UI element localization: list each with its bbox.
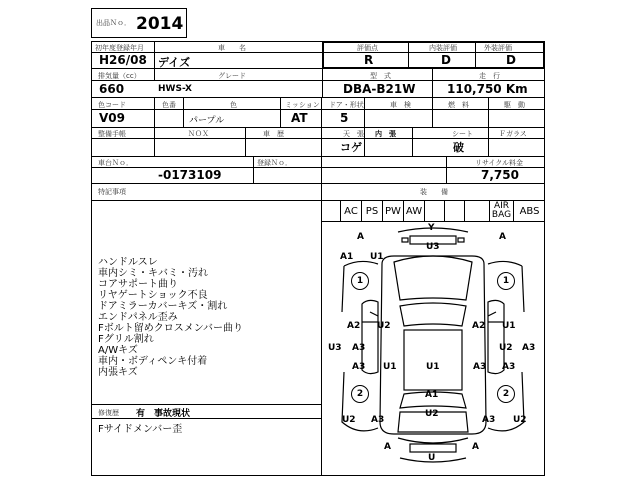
color-code-value: V09 bbox=[99, 111, 125, 125]
grade-value: HWS-X bbox=[158, 84, 192, 94]
note-line: ドアミラーカバーキズ・割れ bbox=[98, 301, 228, 312]
mileage-label: 走 行 bbox=[479, 72, 500, 80]
damage-mark: A3 bbox=[522, 343, 536, 353]
color-no-label: 色番 bbox=[162, 101, 176, 109]
notes-header: 特記事項 bbox=[98, 188, 126, 196]
damage-mark: U2 bbox=[513, 415, 527, 425]
interior-value: D bbox=[441, 53, 451, 67]
recycle-label: リサイクル料金 bbox=[475, 159, 524, 167]
damage-mark: A1 bbox=[340, 252, 354, 262]
chassis-value: -0173109 bbox=[158, 168, 222, 182]
color-value: パープル bbox=[189, 116, 225, 126]
damage-mark: U3 bbox=[328, 343, 342, 353]
damage-mark: A3 bbox=[352, 362, 366, 372]
inspection-label: 車 検 bbox=[390, 101, 411, 109]
color-code-label: 色コード bbox=[98, 101, 126, 109]
ceiling-label: 天 張 bbox=[343, 130, 364, 138]
history-label: 車 歴 bbox=[263, 130, 284, 138]
note-line: Fグリル割れ bbox=[98, 334, 154, 345]
recycle-value: 7,750 bbox=[481, 168, 519, 182]
maintenance-label: 整備手帳 bbox=[98, 130, 126, 138]
registration-label: 登録Ｎｏ． bbox=[257, 159, 292, 167]
damage-mark: U1 bbox=[426, 362, 440, 372]
damage-mark: A3 bbox=[473, 362, 487, 372]
note-line: A/Wキズ bbox=[98, 345, 138, 356]
doors-value: 5 bbox=[340, 111, 349, 125]
note-line: 車内・ボディペンキ付着 bbox=[98, 356, 208, 367]
damage-mark: U1 bbox=[502, 321, 516, 331]
wheel-rear-left: 2 bbox=[351, 385, 369, 403]
car-name-label: 車 名 bbox=[218, 44, 246, 52]
repair-detail: Fサイドメンバー歪 bbox=[98, 424, 183, 435]
drive-label: 駆 動 bbox=[504, 101, 525, 109]
equip-ps: PS bbox=[362, 201, 383, 221]
equip-blank-1 bbox=[425, 201, 445, 221]
damage-mark: A3 bbox=[352, 343, 366, 353]
lot-label: 出品Ｎｏ． bbox=[96, 19, 131, 27]
note-line: Fボルト留めクロスメンバー曲り bbox=[98, 323, 244, 334]
note-line: コアサポート曲り bbox=[98, 279, 178, 290]
score-value: R bbox=[364, 53, 374, 67]
equip-airbag: AIR BAG bbox=[489, 201, 514, 221]
score-highlight bbox=[322, 41, 545, 69]
damage-mark: U2 bbox=[342, 415, 356, 425]
damage-mark: A bbox=[499, 232, 506, 242]
repair-label: 修復歴 bbox=[98, 409, 119, 417]
chassis-label: 車台Ｎｏ． bbox=[98, 159, 133, 167]
damage-mark: A3 bbox=[502, 362, 516, 372]
damage-mark: A2 bbox=[472, 321, 486, 331]
interior-label: 内装評価 bbox=[429, 44, 457, 52]
displacement-label: 排気量（cc） bbox=[98, 72, 141, 80]
note-line: 車内シミ・キバミ・汚れ bbox=[98, 268, 208, 279]
reg-year-value: H26/08 bbox=[99, 53, 147, 67]
damage-mark: Y bbox=[428, 223, 435, 233]
fuel-label: 燃 料 bbox=[448, 101, 469, 109]
glass-label: Ｆガラス bbox=[499, 130, 527, 138]
damage-mark: U3 bbox=[426, 242, 440, 252]
seat-label: シート bbox=[452, 130, 473, 138]
model-label: 型 式 bbox=[370, 72, 391, 80]
damage-mark: A3 bbox=[371, 415, 385, 425]
note-line: 内張キズ bbox=[98, 367, 138, 378]
wheel-front-right: 1 bbox=[497, 272, 515, 290]
exterior-label: 外装評価 bbox=[484, 44, 512, 52]
wheel-rear-right: 2 bbox=[497, 385, 515, 403]
note-line: エンドパネル歪み bbox=[98, 312, 178, 323]
equip-blank-2 bbox=[445, 201, 465, 221]
damage-mark: A bbox=[384, 442, 391, 452]
damage-mark: A2 bbox=[347, 321, 361, 331]
damage-mark: U bbox=[428, 453, 436, 463]
lot-box bbox=[91, 8, 187, 38]
color-label: 色 bbox=[230, 101, 237, 109]
equipment-header: 装 備 bbox=[420, 188, 448, 196]
exterior-value: D bbox=[506, 53, 516, 67]
grade-label: グレード bbox=[218, 72, 246, 80]
seat-value: 破 bbox=[453, 141, 464, 154]
damage-mark: A bbox=[357, 232, 364, 242]
nox-label: ＮＯＸ bbox=[188, 130, 209, 138]
transmission-label: ミッション bbox=[285, 101, 320, 109]
doors-label: ドア・形状 bbox=[329, 101, 364, 109]
damage-mark: U1 bbox=[383, 362, 397, 372]
interior-trim-label: 内 張 bbox=[375, 130, 396, 138]
damage-mark: U2 bbox=[499, 343, 513, 353]
damage-mark: A3 bbox=[482, 415, 496, 425]
lot-number: 2014 bbox=[136, 14, 184, 34]
damage-mark: U2 bbox=[425, 409, 439, 419]
reg-year-label: 初年度登録年月 bbox=[95, 44, 144, 52]
equip-ac: AC bbox=[340, 201, 362, 221]
score-label: 評価点 bbox=[357, 44, 378, 52]
damage-mark: A1 bbox=[425, 390, 439, 400]
damage-mark: U1 bbox=[370, 252, 384, 262]
model-value: DBA-B21W bbox=[343, 82, 416, 96]
note-line: ハンドルスレ bbox=[98, 257, 158, 268]
equip-abs: ABS bbox=[519, 205, 540, 217]
ceiling-value: コゲ bbox=[340, 141, 362, 154]
equip-pw: PW bbox=[383, 201, 404, 221]
damage-mark: U2 bbox=[377, 321, 391, 331]
mileage-value: 110,750 Km bbox=[447, 82, 528, 96]
note-line: リヤゲートショック不良 bbox=[98, 290, 208, 301]
damage-mark: A bbox=[472, 442, 479, 452]
wheel-front-left: 1 bbox=[351, 272, 369, 290]
transmission-value: AT bbox=[291, 111, 308, 125]
car-name-value: デイズ bbox=[158, 56, 191, 69]
repair-value: 有 事故現状 bbox=[136, 409, 191, 419]
equip-aw: AW bbox=[404, 201, 425, 221]
displacement-value: 660 bbox=[99, 82, 125, 96]
